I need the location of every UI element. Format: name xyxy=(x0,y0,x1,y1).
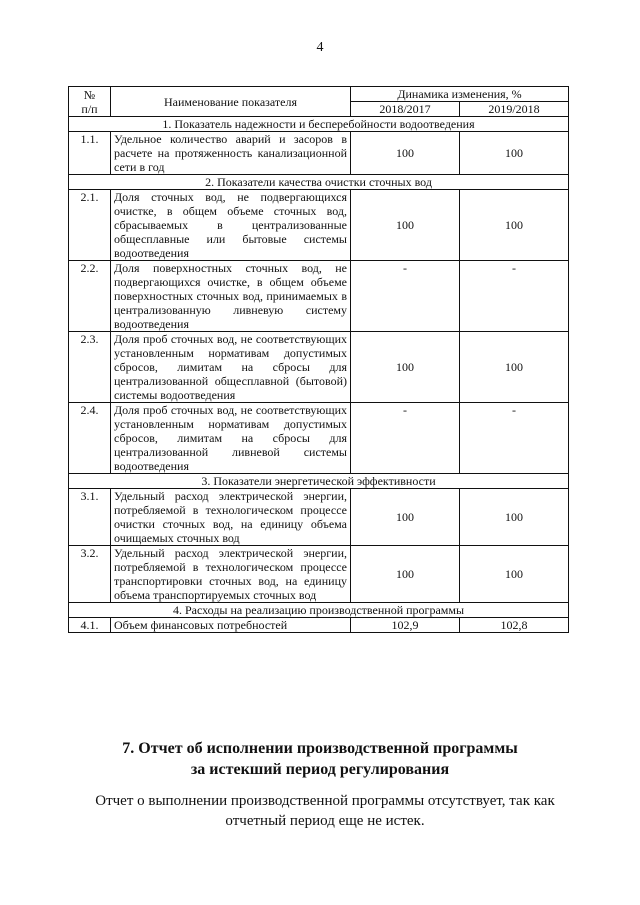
row-value-2019: 100 xyxy=(460,546,569,603)
header-num xyxy=(69,87,111,117)
row-number: 3.2. xyxy=(69,546,111,603)
row-value-2019: 102,8 xyxy=(460,618,569,633)
row-value-2019: 100 xyxy=(460,132,569,175)
table-row xyxy=(69,489,569,546)
row-value-2019: - xyxy=(460,403,569,474)
row-number: 2.3. xyxy=(69,332,111,403)
row-value-2019: 100 xyxy=(460,190,569,261)
section-row xyxy=(69,474,569,489)
section7-title xyxy=(0,738,640,780)
header-dynamics: Динамика изменения, % xyxy=(351,87,569,102)
row-name: Доля проб сточных вод, не соответствующих установленным нормативам допустимых сбросов, лимитам на сбросы для централизованной ливневой системы водоотведения xyxy=(111,403,351,474)
table-row xyxy=(69,403,569,474)
row-number: 2.2. xyxy=(69,261,111,332)
row-value-2018: 100 xyxy=(351,190,460,261)
row-value-2019: - xyxy=(460,261,569,332)
row-value-2018: 100 xyxy=(351,332,460,403)
page-number: 4 xyxy=(316,40,324,55)
table-row xyxy=(69,332,569,403)
row-value-2018: 100 xyxy=(351,489,460,546)
section-title: 1. Показатель надежности и бесперебойности водоотведения xyxy=(69,117,569,132)
row-name: Удельный расход электрической энергии, потребляемой в технологическом процессе транспортировки сточных вод, на единицу объема транспортируемых сточных вод xyxy=(111,546,351,603)
row-value-2018: 100 xyxy=(351,546,460,603)
section-title: 4. Расходы на реализацию производственной программы xyxy=(69,603,569,618)
header-year1: 2018/2017 xyxy=(351,102,460,117)
row-number: 2.1. xyxy=(69,190,111,261)
section7-title-line2: за истекший период регулирования xyxy=(190,761,450,778)
section-title: 3. Показатели энергетической эффективности xyxy=(69,474,569,489)
row-number: 2.4. xyxy=(69,403,111,474)
row-name: Объем финансовых потребностей xyxy=(111,618,351,633)
header-num-label: № п/п xyxy=(81,87,98,116)
section-row xyxy=(69,175,569,190)
row-number: 1.1. xyxy=(69,132,111,175)
row-value-2019: 100 xyxy=(460,332,569,403)
section-row xyxy=(69,117,569,132)
row-value-2018: - xyxy=(351,261,460,332)
row-name: Удельный расход электрической энергии, потребляемой в технологическом процессе очистки сточных вод, на единицу объема очищаемых сточных вод xyxy=(111,489,351,546)
indicators-table xyxy=(68,86,569,633)
row-value-2018: - xyxy=(351,403,460,474)
table-body xyxy=(69,117,569,633)
row-value-2018: 100 xyxy=(351,132,460,175)
row-name: Доля поверхностных сточных вод, не подвергающихся очистке, в общем объеме поверхностных сточных вод, принимаемых в централизованную ливневую систему водоотведения xyxy=(111,261,351,332)
section7-title-line1: 7. Отчет об исполнении производственной программы xyxy=(122,740,518,757)
section7-body: Отчет о выполнении производственной программы отсутствует, так как отчетный период еще не истек. xyxy=(95,793,555,829)
row-value-2019: 100 xyxy=(460,489,569,546)
row-name: Удельное количество аварий и засоров в расчете на протяженность канализационной сети в год xyxy=(111,132,351,175)
table-row xyxy=(69,261,569,332)
section-row xyxy=(69,603,569,618)
header-year2: 2019/2018 xyxy=(460,102,569,117)
table-row xyxy=(69,546,569,603)
table-row xyxy=(69,190,569,261)
header-name: Наименование показателя xyxy=(111,87,351,117)
row-number: 3.1. xyxy=(69,489,111,546)
row-name: Доля сточных вод, не подвергающихся очистке, в общем объеме сточных вод, сбрасываемых в централизованные общесплавные или бытовые системы водоотведения xyxy=(111,190,351,261)
row-number: 4.1. xyxy=(69,618,111,633)
table-row xyxy=(69,132,569,175)
section-title: 2. Показатели качества очистки сточных вод xyxy=(69,175,569,190)
table-row xyxy=(69,618,569,633)
row-value-2018: 102,9 xyxy=(351,618,460,633)
row-name: Доля проб сточных вод, не соответствующих установленным нормативам допустимых сбросов, лимитам на сбросы для централизованной общесплавной (бытовой) системы водоотведения xyxy=(111,332,351,403)
